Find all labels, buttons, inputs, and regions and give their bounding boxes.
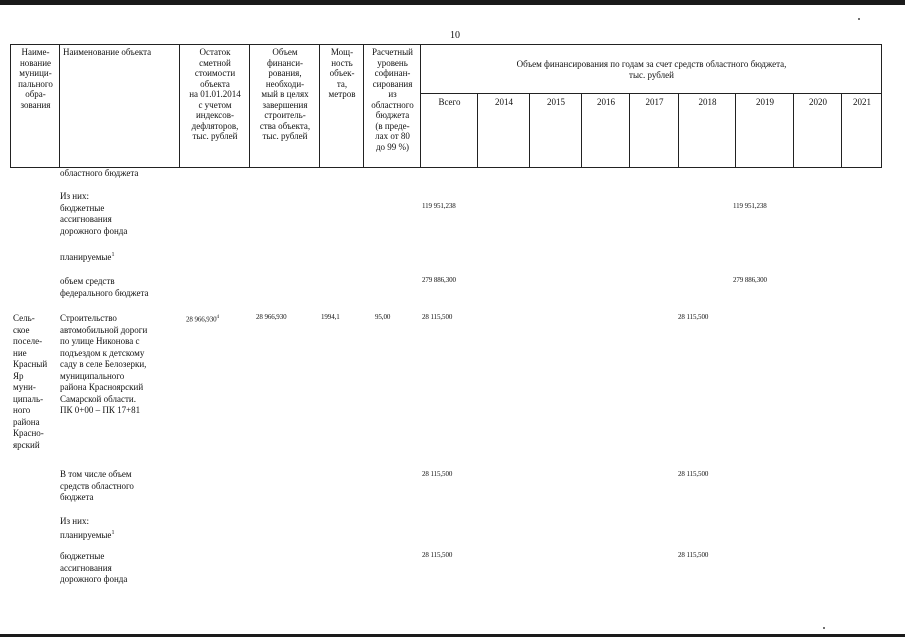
- row-label-federal-budget: объем средств федерального бюджета: [60, 276, 149, 298]
- header-municipality: Наиме- нование муници- пального обра- зования: [18, 47, 53, 110]
- row-road-fund-2-total: 28 115,500: [422, 551, 453, 559]
- header-cofinancing: Расчетный уровень софинан- сирования из областного бюджета (в преде- лах от 80 до 99 %): [371, 47, 414, 152]
- bottom-border: [0, 634, 905, 637]
- row-label-planned: [60, 250, 114, 264]
- header-required: Объем финанси- рования, необходи- мый в целях завершения строитель- ства объекта, тыс. рублей: [259, 47, 311, 141]
- header-year-2018: 2018: [698, 97, 717, 107]
- row-object-remaining: [186, 313, 219, 324]
- header-year-2020: 2020: [809, 97, 827, 107]
- row-label-road-fund-2: бюджетные ассигнования дорожного фонда: [60, 551, 128, 584]
- scan-speck: [858, 18, 860, 20]
- row-object-name: Строительство автомобильной дороги по улице Никонова с подъездом к детскому саду в селе Белозерки, муниципального района Красноярский Самарской области. ПК 0+00 – ПК 17+81: [60, 313, 148, 415]
- header-cell-object: [60, 45, 180, 168]
- row-federal-2019: 279 886,300: [733, 276, 767, 284]
- planned-footnote: 1: [111, 252, 115, 258]
- header-object: Наименование объекта: [63, 47, 152, 57]
- header-year-2016: 2016: [597, 97, 615, 107]
- row-object-cofinancing: 95,00: [375, 313, 391, 321]
- header-capacity: Мощ- ность объек- та, метров: [328, 47, 356, 99]
- row-including-total: 28 115,500: [422, 470, 453, 478]
- header-total: Всего: [438, 97, 461, 107]
- row-object-2018: 28 115,500: [678, 313, 709, 321]
- header-year-2017: 2017: [645, 97, 664, 107]
- row-object-required: 28 966,930: [256, 313, 287, 321]
- row-road-fund-2-2018: 28 115,500: [678, 551, 709, 559]
- row-municipality-name: Сель- ское поселе- ние Красный Яр муни- ципаль- ного района Красно- ярский: [13, 313, 48, 450]
- row-label-of-which-planned: [60, 516, 114, 541]
- header-year-2021: 2021: [853, 97, 871, 107]
- top-border: [0, 0, 905, 5]
- header-group-title: Объем финансирования по годам за счет средств областного бюджета, тыс. рублей: [516, 59, 787, 80]
- header-year-2019: 2019: [756, 97, 774, 107]
- header-year-2015: 2015: [547, 97, 565, 107]
- table-header: [10, 44, 882, 168]
- of-which-planned-text: Из них: планируемые: [60, 516, 112, 540]
- header-remaining: Остаток сметной стоимости объекта на 01.01.2014 с учетом индексов- дефляторов, тыс. рублей: [189, 47, 241, 141]
- row-road-fund-2019: 119 951,238: [733, 202, 767, 210]
- row-object-total: 28 115,500: [422, 313, 453, 321]
- row-object-capacity: 1994,1: [321, 313, 340, 321]
- row-including-2018: 28 115,500: [678, 470, 709, 478]
- remaining-footnote: 4: [216, 315, 219, 320]
- row-label-road-fund: Из них: бюджетные ассигнования дорожного фонда: [60, 191, 128, 236]
- row-label-including-regional: В том числе объем средств областного бюджета: [60, 469, 134, 502]
- planned-text: планируемые: [60, 252, 112, 262]
- remaining-value: 28 966,930: [186, 315, 217, 324]
- row-label-regional-budget: областного бюджета: [60, 168, 139, 178]
- row-federal-total: 279 886,300: [422, 276, 456, 284]
- scan-speck: [823, 627, 825, 629]
- row-road-fund-total: 119 951,238: [422, 202, 456, 210]
- header-year-2014: 2014: [495, 97, 513, 107]
- of-which-planned-footnote: 1: [111, 529, 115, 536]
- page-number: 10: [450, 30, 460, 41]
